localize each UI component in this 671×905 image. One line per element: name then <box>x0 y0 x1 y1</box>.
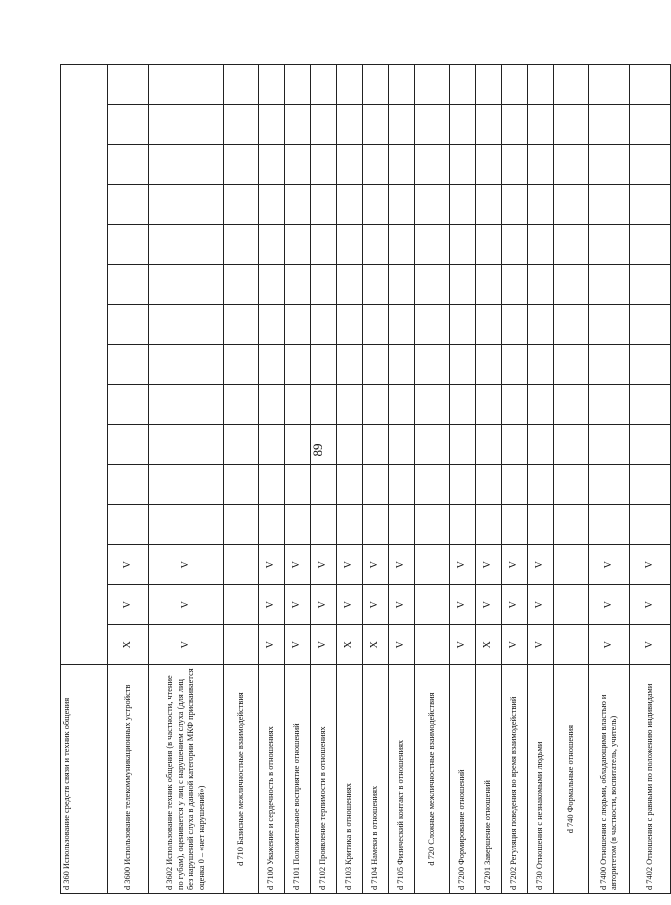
blank-cell <box>554 305 589 345</box>
blank-cell <box>528 145 554 185</box>
blank-cell <box>337 345 363 385</box>
blank-cell <box>630 465 671 505</box>
row-label: d 7105 Физический контакт в отношениях <box>389 665 415 894</box>
blank-cell <box>630 185 671 225</box>
blank-cell <box>554 185 589 225</box>
blank-cell <box>285 345 311 385</box>
blank-cell <box>450 385 476 425</box>
blank-cell <box>108 265 149 305</box>
blank-cell <box>108 345 149 385</box>
blank-cell <box>502 305 528 345</box>
blank-cell <box>589 185 630 225</box>
mark-cell: V <box>259 585 285 625</box>
blank-cell <box>149 105 224 145</box>
row-label: d 7104 Намеки в отношениях <box>363 665 389 894</box>
blank-cell <box>389 505 415 545</box>
blank-cell <box>285 425 311 465</box>
blank-cell <box>259 225 285 265</box>
blank-cell <box>476 345 502 385</box>
mark-cell <box>224 625 259 665</box>
table-row <box>337 65 363 894</box>
blank-cell <box>285 225 311 265</box>
blank-cell <box>149 385 224 425</box>
blank-cell <box>311 505 337 545</box>
mark-cell: V <box>450 585 476 625</box>
blank-cell <box>589 345 630 385</box>
header-span-cell <box>61 65 108 665</box>
assessment-table <box>60 64 671 894</box>
blank-cell <box>589 145 630 185</box>
mark-cell: V <box>108 585 149 625</box>
blank-cell <box>554 505 589 545</box>
blank-cell <box>476 105 502 145</box>
blank-cell <box>450 345 476 385</box>
blank-cell <box>108 385 149 425</box>
table-row <box>149 65 224 894</box>
blank-cell <box>259 305 285 345</box>
table-row <box>108 65 149 894</box>
blank-cell <box>476 225 502 265</box>
blank-cell <box>589 225 630 265</box>
blank-cell <box>259 65 285 105</box>
blank-cell <box>476 145 502 185</box>
blank-cell <box>630 385 671 425</box>
mark-cell: V <box>259 545 285 585</box>
blank-cell <box>149 225 224 265</box>
blank-cell <box>415 185 450 225</box>
blank-cell <box>415 425 450 465</box>
blank-cell <box>554 145 589 185</box>
blank-cell <box>259 105 285 145</box>
blank-cell <box>630 65 671 105</box>
mark-cell: V <box>450 625 476 665</box>
assessment-table-sheet <box>60 64 655 894</box>
blank-cell <box>502 385 528 425</box>
mark-cell <box>554 545 589 585</box>
blank-cell <box>337 425 363 465</box>
table-row <box>589 65 630 894</box>
blank-cell <box>363 225 389 265</box>
blank-cell <box>337 225 363 265</box>
blank-cell <box>415 225 450 265</box>
blank-cell <box>589 265 630 305</box>
blank-cell <box>415 65 450 105</box>
mark-cell: V <box>285 545 311 585</box>
blank-cell <box>224 305 259 345</box>
table-row <box>311 65 337 894</box>
mark-cell: V <box>630 585 671 625</box>
blank-cell <box>149 145 224 185</box>
mark-cell: V <box>630 625 671 665</box>
blank-cell <box>108 105 149 145</box>
table-row <box>224 65 259 894</box>
blank-cell <box>415 505 450 545</box>
table-row <box>554 65 589 894</box>
blank-cell <box>630 425 671 465</box>
table-row <box>415 65 450 894</box>
blank-cell <box>363 105 389 145</box>
blank-cell <box>311 225 337 265</box>
blank-cell <box>363 65 389 105</box>
blank-cell <box>337 505 363 545</box>
mark-cell: V <box>502 625 528 665</box>
blank-cell <box>259 505 285 545</box>
blank-cell <box>502 145 528 185</box>
blank-cell <box>450 465 476 505</box>
blank-cell <box>630 265 671 305</box>
mark-cell <box>554 625 589 665</box>
blank-cell <box>450 305 476 345</box>
blank-cell <box>476 385 502 425</box>
blank-cell <box>285 65 311 105</box>
blank-cell <box>259 345 285 385</box>
mark-cell: V <box>589 625 630 665</box>
mark-cell: X <box>363 625 389 665</box>
blank-cell <box>259 385 285 425</box>
blank-cell <box>476 265 502 305</box>
blank-cell <box>311 385 337 425</box>
blank-cell <box>630 225 671 265</box>
mark-cell <box>554 585 589 625</box>
blank-cell <box>363 385 389 425</box>
blank-cell <box>363 345 389 385</box>
mark-cell: V <box>285 625 311 665</box>
blank-cell <box>337 145 363 185</box>
blank-cell <box>285 505 311 545</box>
blank-cell <box>554 465 589 505</box>
blank-cell <box>389 65 415 105</box>
row-label: d 710 Базисные межличностные взаимодействия <box>224 665 259 894</box>
blank-cell <box>108 225 149 265</box>
blank-cell <box>259 265 285 305</box>
blank-cell <box>502 265 528 305</box>
blank-cell <box>224 145 259 185</box>
blank-cell <box>450 225 476 265</box>
row-label: d 7400 Отношения с людьми, обладающими властью и авторитетом (в частности, воспитатель, учитель) <box>589 665 630 894</box>
blank-cell <box>363 425 389 465</box>
blank-cell <box>363 265 389 305</box>
mark-cell: X <box>337 625 363 665</box>
row-label: d 7201 Завершение отношений <box>476 665 502 894</box>
blank-cell <box>528 265 554 305</box>
row-label: d 7100 Уважение и сердечность в отношениях <box>259 665 285 894</box>
row-label: d 7200 Формирование отношений <box>450 665 476 894</box>
blank-cell <box>528 385 554 425</box>
blank-cell <box>337 65 363 105</box>
blank-cell <box>311 185 337 225</box>
blank-cell <box>108 145 149 185</box>
blank-cell <box>450 145 476 185</box>
blank-cell <box>311 425 337 465</box>
blank-cell <box>415 465 450 505</box>
mark-cell: V <box>311 585 337 625</box>
mark-cell: V <box>589 545 630 585</box>
blank-cell <box>589 105 630 145</box>
blank-cell <box>311 65 337 105</box>
blank-cell <box>224 225 259 265</box>
blank-cell <box>589 305 630 345</box>
table-row <box>476 65 502 894</box>
blank-cell <box>589 465 630 505</box>
blank-cell <box>554 425 589 465</box>
blank-cell <box>415 305 450 345</box>
blank-cell <box>337 265 363 305</box>
blank-cell <box>389 145 415 185</box>
blank-cell <box>337 385 363 425</box>
table-row <box>389 65 415 894</box>
blank-cell <box>554 225 589 265</box>
mark-cell: V <box>502 545 528 585</box>
blank-cell <box>389 465 415 505</box>
blank-cell <box>415 145 450 185</box>
blank-cell <box>259 425 285 465</box>
blank-cell <box>285 265 311 305</box>
blank-cell <box>630 505 671 545</box>
blank-cell <box>224 185 259 225</box>
table-row <box>259 65 285 894</box>
mark-cell: V <box>108 545 149 585</box>
blank-cell <box>630 145 671 185</box>
blank-cell <box>285 145 311 185</box>
mark-cell: V <box>149 585 224 625</box>
blank-cell <box>415 265 450 305</box>
blank-cell <box>502 105 528 145</box>
blank-cell <box>476 65 502 105</box>
blank-cell <box>450 65 476 105</box>
blank-cell <box>149 185 224 225</box>
mark-cell: V <box>630 545 671 585</box>
blank-cell <box>224 385 259 425</box>
blank-cell <box>554 385 589 425</box>
blank-cell <box>589 385 630 425</box>
blank-cell <box>224 265 259 305</box>
blank-cell <box>528 425 554 465</box>
table-row <box>528 65 554 894</box>
blank-cell <box>311 465 337 505</box>
blank-cell <box>502 425 528 465</box>
table-row <box>61 65 108 894</box>
mark-cell: V <box>149 625 224 665</box>
blank-cell <box>337 465 363 505</box>
blank-cell <box>476 465 502 505</box>
mark-cell <box>415 545 450 585</box>
blank-cell <box>528 465 554 505</box>
page-number: 89 <box>310 443 325 457</box>
mark-cell <box>415 585 450 625</box>
mark-cell: V <box>337 545 363 585</box>
row-label: d 7402 Отношения с равными по положению индивидами <box>630 665 671 894</box>
blank-cell <box>285 185 311 225</box>
blank-cell <box>108 425 149 465</box>
mark-cell <box>415 625 450 665</box>
blank-cell <box>149 345 224 385</box>
blank-cell <box>554 105 589 145</box>
blank-cell <box>149 305 224 345</box>
blank-cell <box>450 185 476 225</box>
blank-cell <box>630 305 671 345</box>
blank-cell <box>389 425 415 465</box>
mark-cell: V <box>450 545 476 585</box>
row-label: d 740 Формальные отношения <box>554 665 589 894</box>
blank-cell <box>389 385 415 425</box>
row-label: d 3602 Использование техник общения (в частности, чтение по губам), оценивается у лиц с нарушением слуха (для лиц без нарушений слуха в данной категории МКФ присваивается оценка 0 – «нет нарушений») <box>149 665 224 894</box>
blank-cell <box>528 105 554 145</box>
mark-cell: V <box>476 545 502 585</box>
mark-cell: V <box>337 585 363 625</box>
blank-cell <box>502 505 528 545</box>
blank-cell <box>554 65 589 105</box>
blank-cell <box>363 145 389 185</box>
blank-cell <box>589 505 630 545</box>
blank-cell <box>554 265 589 305</box>
blank-cell <box>224 505 259 545</box>
blank-cell <box>630 105 671 145</box>
table-row <box>502 65 528 894</box>
blank-cell <box>108 65 149 105</box>
blank-cell <box>528 505 554 545</box>
mark-cell: X <box>476 625 502 665</box>
row-label: d 7103 Критика в отношениях <box>337 665 363 894</box>
blank-cell <box>389 305 415 345</box>
blank-cell <box>415 345 450 385</box>
mark-cell <box>224 585 259 625</box>
blank-cell <box>259 185 285 225</box>
blank-cell <box>389 345 415 385</box>
blank-cell <box>259 145 285 185</box>
row-label: d 7102 Проявление терпимости в отношениях <box>311 665 337 894</box>
blank-cell <box>528 185 554 225</box>
blank-cell <box>285 105 311 145</box>
blank-cell <box>149 465 224 505</box>
row-label: d 3600 Использование телекоммуникационных устройств <box>108 665 149 894</box>
mark-cell: V <box>259 625 285 665</box>
blank-cell <box>450 425 476 465</box>
blank-cell <box>528 225 554 265</box>
mark-cell: V <box>528 585 554 625</box>
blank-cell <box>311 105 337 145</box>
table-row <box>630 65 671 894</box>
mark-cell <box>224 545 259 585</box>
blank-cell <box>337 305 363 345</box>
blank-cell <box>224 65 259 105</box>
blank-cell <box>554 345 589 385</box>
blank-cell <box>476 425 502 465</box>
blank-cell <box>311 345 337 385</box>
blank-cell <box>108 465 149 505</box>
blank-cell <box>502 185 528 225</box>
mark-cell: V <box>528 545 554 585</box>
blank-cell <box>311 305 337 345</box>
blank-cell <box>589 425 630 465</box>
mark-cell: V <box>389 545 415 585</box>
blank-cell <box>285 465 311 505</box>
mark-cell: V <box>389 585 415 625</box>
row-label: d 7202 Регуляция поведения во время взаимодействий <box>502 665 528 894</box>
blank-cell <box>149 265 224 305</box>
mark-cell: V <box>363 545 389 585</box>
blank-cell <box>108 505 149 545</box>
row-label: d 720 Сложные межличностные взаимодействия <box>415 665 450 894</box>
blank-cell <box>630 345 671 385</box>
blank-cell <box>389 265 415 305</box>
mark-cell: V <box>476 585 502 625</box>
blank-cell <box>389 105 415 145</box>
row-label: d 7101 Положительное восприятие отношений <box>285 665 311 894</box>
blank-cell <box>389 185 415 225</box>
blank-cell <box>363 305 389 345</box>
blank-cell <box>363 465 389 505</box>
blank-cell <box>528 345 554 385</box>
mark-cell: V <box>285 585 311 625</box>
blank-cell <box>415 105 450 145</box>
blank-cell <box>149 425 224 465</box>
blank-cell <box>502 225 528 265</box>
blank-cell <box>285 385 311 425</box>
mark-cell: X <box>108 625 149 665</box>
blank-cell <box>311 265 337 305</box>
blank-cell <box>149 505 224 545</box>
blank-cell <box>528 305 554 345</box>
blank-cell <box>389 225 415 265</box>
mark-cell: V <box>311 545 337 585</box>
blank-cell <box>108 305 149 345</box>
mark-cell: V <box>311 625 337 665</box>
mark-cell: V <box>589 585 630 625</box>
blank-cell <box>476 185 502 225</box>
blank-cell <box>224 345 259 385</box>
blank-cell <box>149 65 224 105</box>
mark-cell: V <box>149 545 224 585</box>
blank-cell <box>285 305 311 345</box>
table-row <box>363 65 389 894</box>
mark-cell: V <box>502 585 528 625</box>
blank-cell <box>502 65 528 105</box>
blank-cell <box>502 465 528 505</box>
table-row <box>285 65 311 894</box>
table-row <box>450 65 476 894</box>
blank-cell <box>311 145 337 185</box>
blank-cell <box>450 265 476 305</box>
blank-cell <box>450 105 476 145</box>
blank-cell <box>337 185 363 225</box>
blank-cell <box>259 465 285 505</box>
blank-cell <box>476 305 502 345</box>
blank-cell <box>337 105 363 145</box>
blank-cell <box>450 505 476 545</box>
blank-cell <box>363 185 389 225</box>
mark-cell: V <box>363 585 389 625</box>
blank-cell <box>108 185 149 225</box>
mark-cell: V <box>389 625 415 665</box>
blank-cell <box>502 345 528 385</box>
row-label: d 730 Отношения с незнакомыми людьми <box>528 665 554 894</box>
blank-cell <box>224 465 259 505</box>
blank-cell <box>224 105 259 145</box>
blank-cell <box>415 385 450 425</box>
blank-cell <box>528 65 554 105</box>
mark-cell: V <box>528 625 554 665</box>
blank-cell <box>363 505 389 545</box>
blank-cell <box>589 65 630 105</box>
blank-cell <box>224 425 259 465</box>
blank-cell <box>476 505 502 545</box>
row-label: d 360 Использование средств связи и техник общения <box>61 665 108 894</box>
